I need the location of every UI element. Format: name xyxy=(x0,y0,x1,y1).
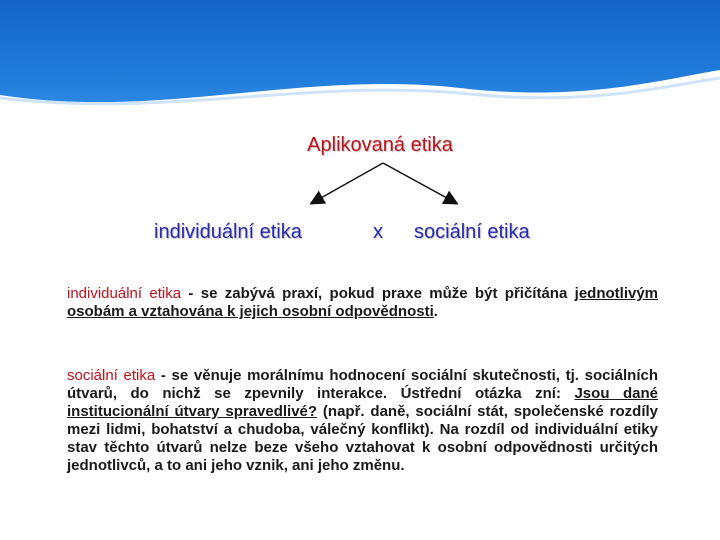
paragraph1-end: . xyxy=(433,303,438,320)
paragraph1-underlined-text: jednotlivým osobám a vztahována k jejich osobní odpovědnosti xyxy=(67,285,659,320)
header-wave-decoration xyxy=(0,0,720,120)
branch-separator: x xyxy=(373,221,383,243)
term-social-ethics: sociální etika xyxy=(67,367,156,384)
arrow-left xyxy=(312,163,383,203)
paragraph2-text-b: (např. daně, sociální stát, společenské rozdíly mezi lidmi, bohatství a chudoba, válečný konflikt). Na rozdíl od individuální etiky stav těchto útvarů nelze beze všeho vztahovat k osobní odpovědnosti určitých jednotlivců, a to ani jeho vznik, ani jeho změnu. xyxy=(67,403,658,474)
branch-social-ethics: sociální etika xyxy=(414,221,530,243)
paragraph2-text-a: - se věnuje morálnímu hodnocení sociální skutečnosti, tj. sociálních útvarů, do nichž se zpevnily interakce. Ústřední otázka zní: xyxy=(67,367,658,402)
paragraph-social-ethics xyxy=(67,367,658,475)
paragraph1-text: - se zabývá praxí, pokud praxe může být přičítána xyxy=(181,285,575,302)
branch-individual-ethics: individuální etika xyxy=(154,221,302,243)
arrow-right xyxy=(383,163,456,203)
slide-title: Aplikovaná etika xyxy=(307,134,453,156)
paragraph2-question: Jsou dané institucionální útvary spravedlivé? xyxy=(67,385,658,420)
term-individual-ethics: individuální etika xyxy=(67,285,182,302)
header-banner xyxy=(0,0,720,120)
paragraph-individual-ethics xyxy=(67,285,658,321)
